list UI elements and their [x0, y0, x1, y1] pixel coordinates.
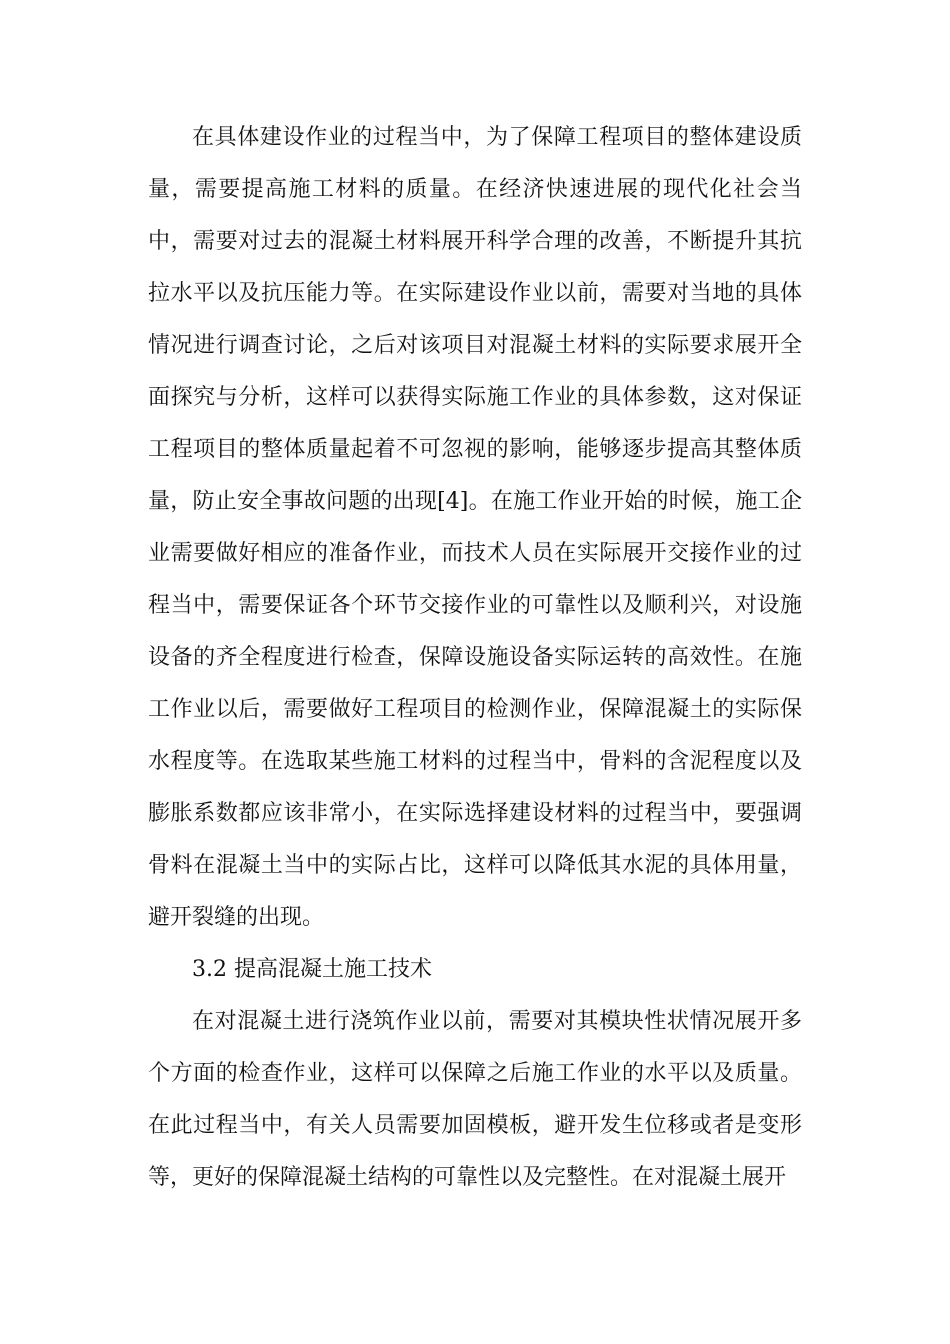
section-heading: 3.2 提高混凝土施工技术 — [192, 957, 432, 982]
document-body — [148, 112, 802, 1204]
body-paragraph-1: 在具体建设作业的过程当中，为了保障工程项目的整体建设质量，需要提高施工材料的质量。在经济快速进展的现代化社会当中，需要对过去的混凝土材料展开科学合理的改善，不断提升其抗拉水平以及抗压能力等。在实际建设作业以前，需要对当地的具体情况进行调查讨论，之后对该项目对混凝土材料的实际要求展开全面探究与分析，这样可以获得实际施工作业的具体参数，这对保证工程项目的整体质量起着不可忽视的影响，能够逐步提高其整体质量，防止安全事故问题的出现[4]。在施工作业开始的时候，施工企业需要做好相应的准备作业，而技术人员在实际展开交接作业的过程当中，需要保证各个环节交接作业的可靠性以及顺利兴，对设施设备的齐全程度进行检查，保障设施设备实际运转的高效性。在施工作业以后，需要做好工程项目的检测作业，保障混凝土的实际保水程度等。在选取某些施工材料的过程当中，骨料的含泥程度以及膨胀系数都应该非常小，在实际选择建设材料的过程当中，要强调骨料在混凝土当中的实际占比，这样可以降低其水泥的具体用量，避开裂缝的出现。 — [148, 125, 802, 930]
body-paragraph-2: 在对混凝土进行浇筑作业以前，需要对其模块性状情况展开多个方面的检查作业，这样可以保障之后施工作业的水平以及质量。在此过程当中，有关人员需要加固模板，避开发生位移或者是变形等，更好的保障混凝土结构的可靠性以及完整性。在对混凝土展开 — [148, 1009, 802, 1190]
